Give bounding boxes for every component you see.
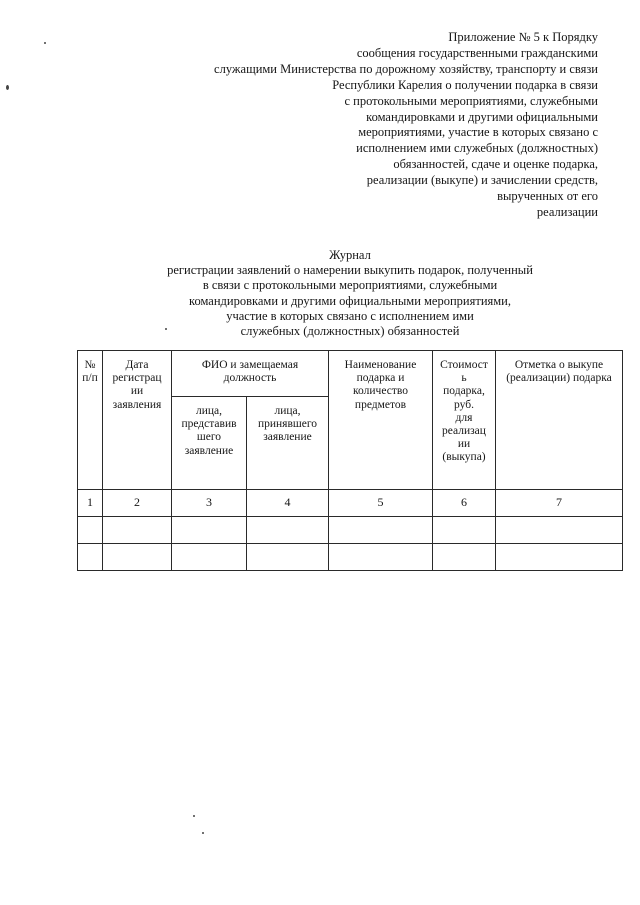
table-row — [78, 517, 623, 544]
header-date: Дата регистрац ии заявления — [103, 351, 172, 490]
column-number: 6 — [433, 490, 496, 517]
empty-cell — [329, 517, 433, 544]
header-cost: Стоимост ь подарка, руб. для реализац ии (выкупа) — [433, 351, 496, 490]
appendix-line: командировками и другими официальными — [366, 109, 598, 124]
journal-title: Журнал — [329, 248, 371, 262]
appendix-header — [138, 30, 598, 221]
empty-cell — [433, 517, 496, 544]
header-fio-receiver: лица, принявшего заявление — [247, 397, 329, 490]
header-num: № п/п — [78, 351, 103, 490]
empty-cell — [103, 544, 172, 571]
column-number: 7 — [496, 490, 623, 517]
empty-cell — [247, 544, 329, 571]
scan-speck — [202, 832, 204, 834]
appendix-line: Республики Карелия о получении подарка в связи — [332, 77, 598, 92]
appendix-line: служащими Министерства по дорожному хозяйству, транспорту и связи — [214, 61, 598, 76]
scan-speck — [44, 42, 46, 44]
appendix-line: мероприятиями, участие в которых связано с — [358, 125, 598, 140]
column-number-row — [78, 490, 623, 517]
register-table — [77, 350, 623, 571]
empty-cell — [78, 544, 103, 571]
column-number: 3 — [172, 490, 247, 517]
header-fio-group: ФИО и замещаемая должность — [172, 351, 329, 397]
journal-subtitle-line: командировками и другими официальными мероприятиями, — [189, 293, 511, 308]
column-number: 4 — [247, 490, 329, 517]
column-number: 5 — [329, 490, 433, 517]
empty-cell — [103, 517, 172, 544]
empty-cell — [78, 517, 103, 544]
column-number: 2 — [103, 490, 172, 517]
appendix-line: сообщения государственными гражданскими — [356, 45, 598, 60]
empty-cell — [172, 517, 247, 544]
journal-subtitle-line: в связи с протокольными мероприятиями, служебными — [202, 278, 498, 293]
empty-cell — [172, 544, 247, 571]
journal-subtitle-line: регистрации заявлений о намерении выкупить подарок, полученный — [167, 263, 533, 278]
header-fio-submitter: лица, представив шего заявление — [172, 397, 247, 490]
empty-cell — [496, 517, 623, 544]
header-buyout-note: Отметка о выкупе (реализации) подарка — [496, 351, 623, 490]
journal-subtitle-line: участие в которых связано с исполнением ими — [226, 308, 474, 323]
table-row — [78, 544, 623, 571]
empty-cell — [433, 544, 496, 571]
header-gift-name: Наименование подарка и количество предметов — [329, 351, 433, 490]
empty-cell — [496, 544, 623, 571]
scan-speck — [165, 328, 167, 330]
appendix-line: реализации (выкупе) и зачислении средств, — [366, 173, 598, 188]
scan-speck — [6, 85, 9, 90]
appendix-line: реализации — [536, 204, 598, 219]
empty-cell — [247, 517, 329, 544]
appendix-line: с протокольными мероприятиями, служебными — [344, 93, 598, 108]
appendix-line: вырученных от его — [497, 189, 598, 204]
empty-cell — [329, 544, 433, 571]
column-number: 1 — [78, 490, 103, 517]
scan-speck — [193, 815, 195, 817]
appendix-line: обязанностей, сдаче и оценке подарка, — [393, 157, 598, 172]
journal-subtitle-line: служебных (должностных) обязанностей — [240, 324, 460, 339]
appendix-line: исполнением ими служебных (должностных) — [356, 141, 598, 156]
appendix-line: Приложение № 5 к Порядку — [448, 30, 598, 44]
journal-heading — [150, 248, 550, 339]
table-header-row — [78, 351, 623, 397]
